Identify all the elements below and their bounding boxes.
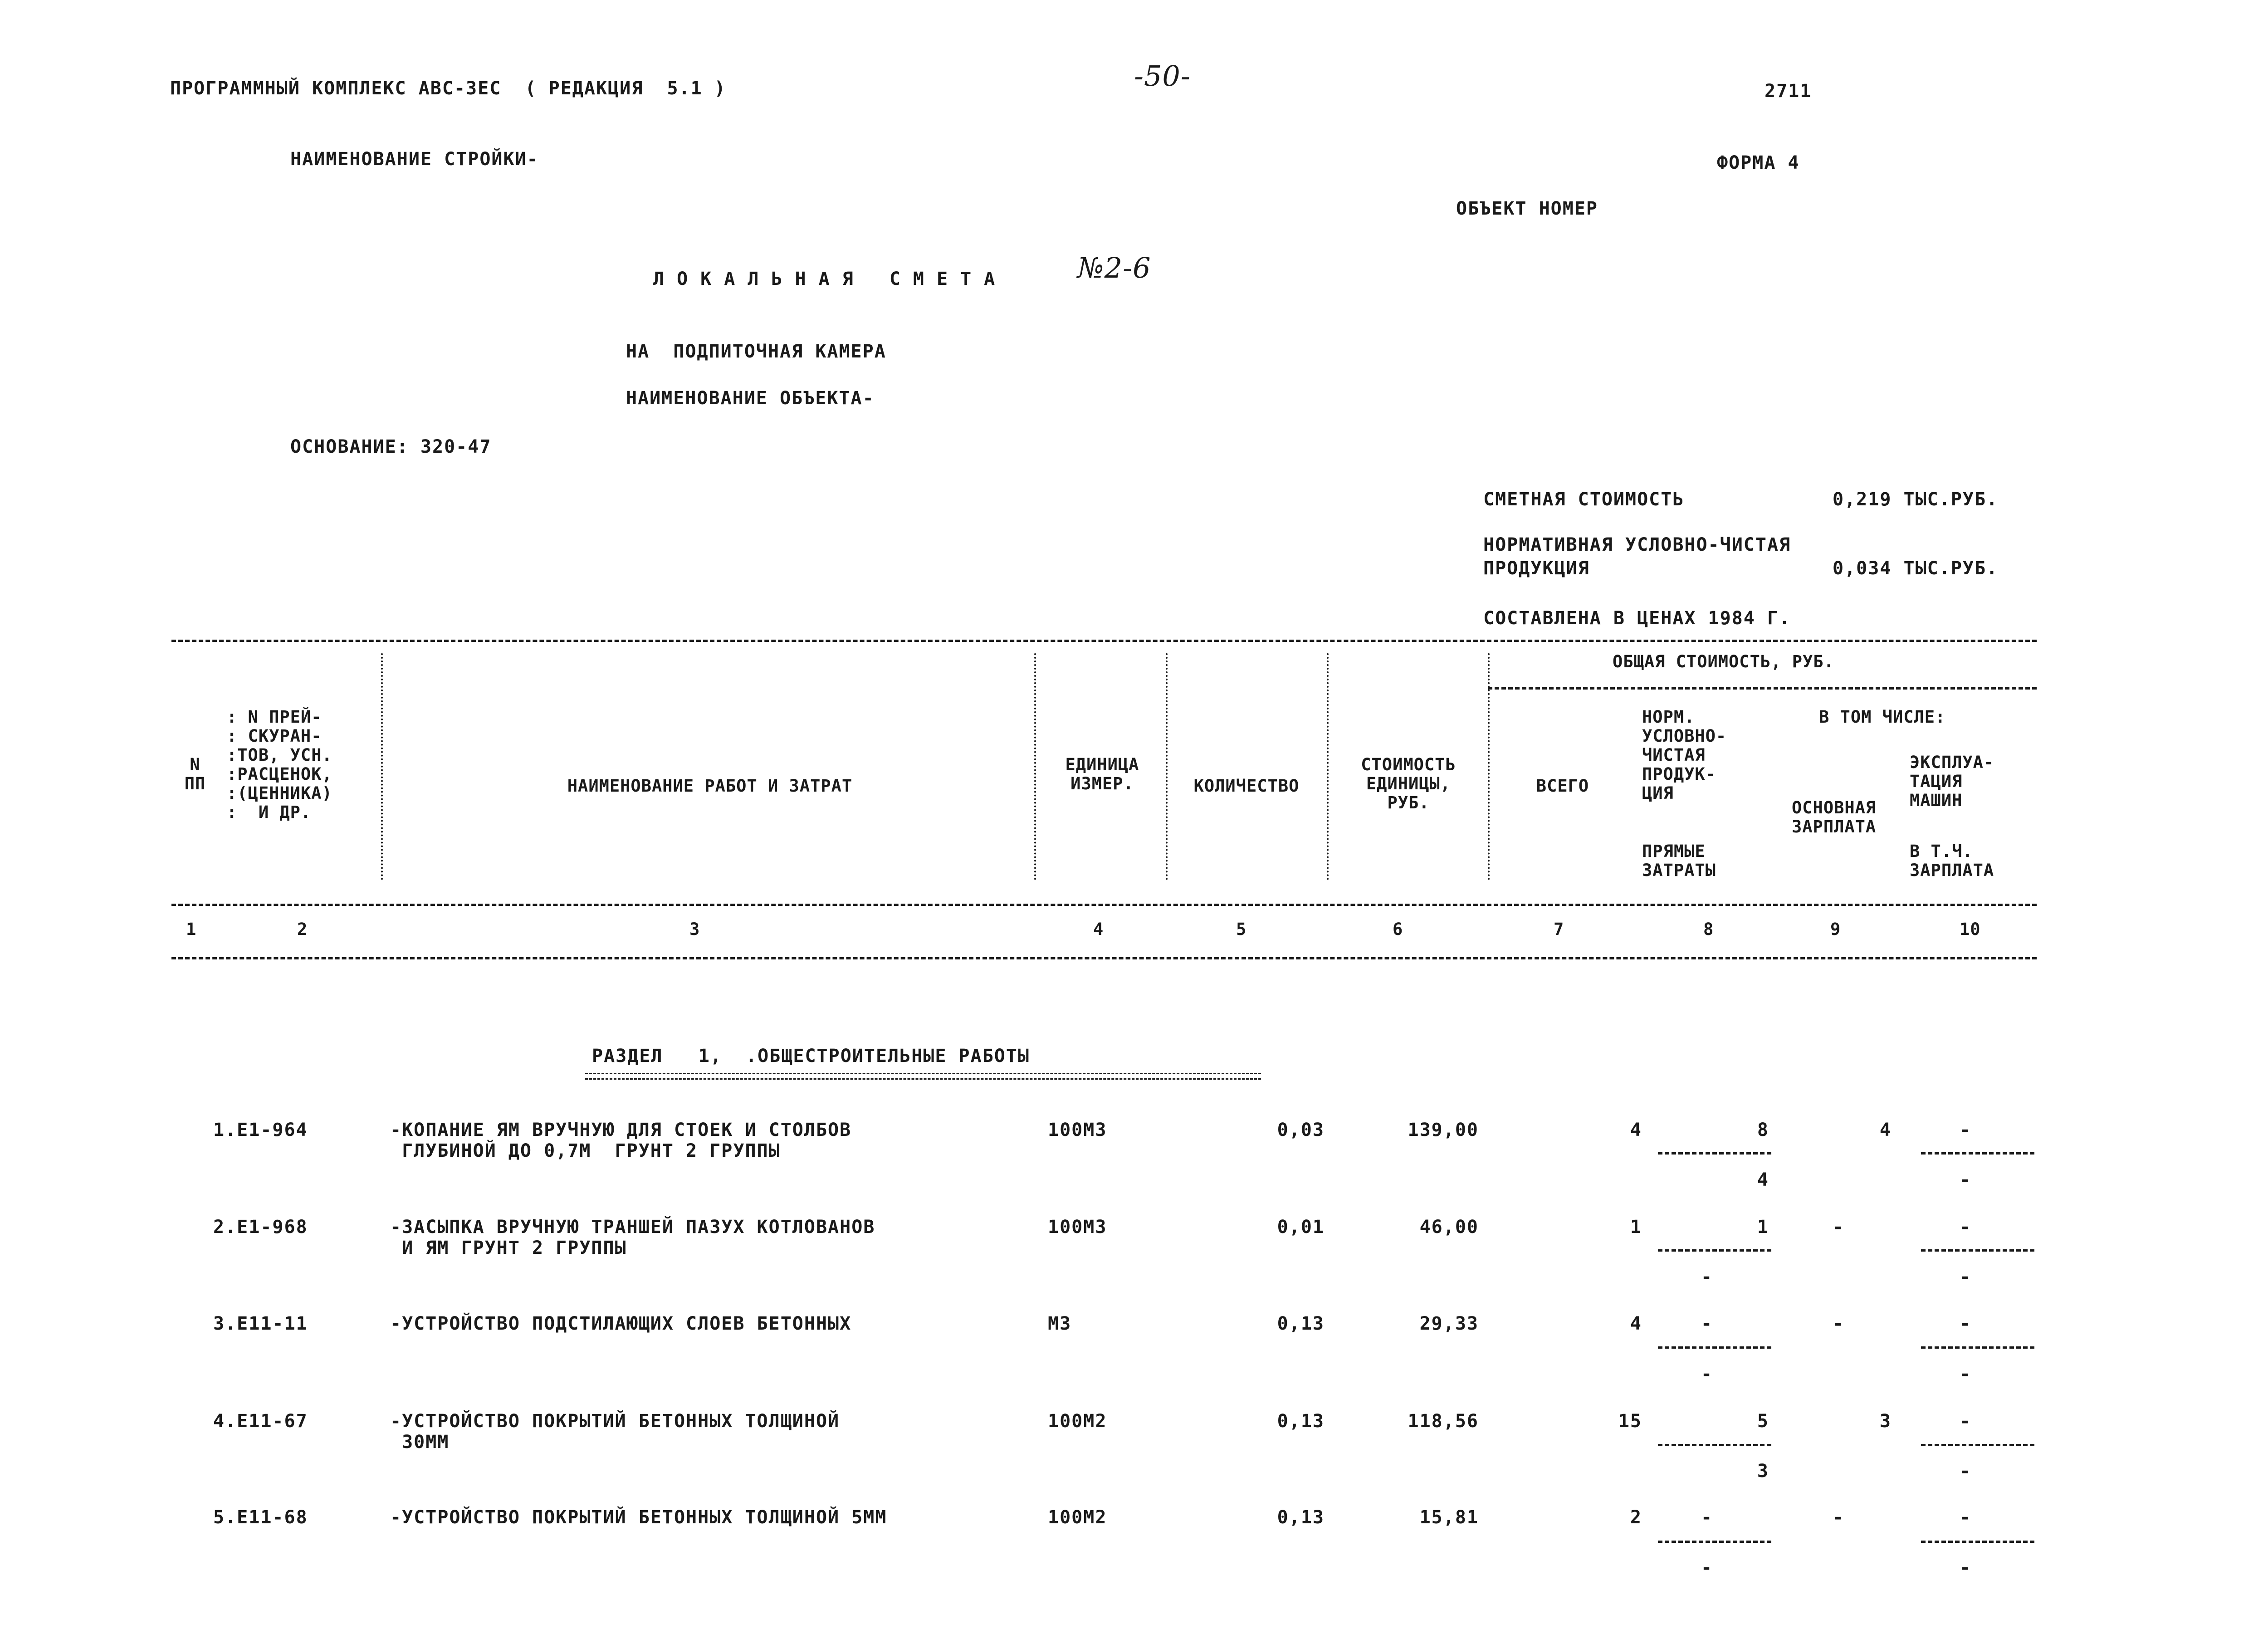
row-total: 4 xyxy=(1630,1120,1642,1140)
column-number: 10 xyxy=(1960,920,1981,939)
row-machines-salary: - xyxy=(1960,1461,1972,1482)
row-total: 15 xyxy=(1618,1411,1642,1432)
construction-name-label: НАИМЕНОВАНИЕ СТРОЙКИ- xyxy=(290,149,539,170)
row-fraction-rule xyxy=(1921,1346,2034,1349)
row-quantity: 0,13 xyxy=(1277,1507,1325,1528)
row-norm-product: 5 xyxy=(1757,1411,1769,1432)
row-work-name: -УСТРОЙСТВО ПОКРЫТИЙ БЕТОННЫХ ТОЛЩИНОЙ 30ММ xyxy=(390,1411,840,1453)
row-unit-cost: 46,00 xyxy=(1419,1217,1479,1238)
program-name: ПРОГРАММНЫЙ КОМПЛЕКС АВС-3ЕС ( РЕДАКЦИЯ 5.1 ) xyxy=(170,78,726,99)
row-code: 3.Е11-11 xyxy=(213,1313,308,1334)
table-top-rule xyxy=(171,640,2037,642)
row-norm-product: 8 xyxy=(1757,1120,1769,1140)
header-quantity: КОЛИЧЕСТВО xyxy=(1193,776,1300,796)
norm-product-label-1: НОРМАТИВНАЯ УСЛОВНО-ЧИСТАЯ xyxy=(1483,534,1791,555)
object-number-label: ОБЪЕКТ НОМЕР xyxy=(1456,198,1598,219)
column-separator xyxy=(1327,653,1329,880)
column-separator xyxy=(1166,653,1168,880)
row-base-salary: - xyxy=(1833,1507,1845,1528)
row-unit: 100М3 xyxy=(1048,1217,1107,1238)
row-norm-product: - xyxy=(1701,1507,1713,1528)
row-direct-costs: - xyxy=(1701,1364,1713,1384)
estimated-cost-value: 0,219 ТЫС.РУБ. xyxy=(1833,489,1999,510)
row-unit: М3 xyxy=(1048,1313,1072,1334)
row-unit-cost: 118,56 xyxy=(1408,1411,1479,1432)
column-number: 5 xyxy=(1236,920,1247,939)
column-separator xyxy=(1488,653,1490,880)
row-norm-product: 1 xyxy=(1757,1217,1769,1238)
header-work-name: НАИМЕНОВАНИЕ РАБОТ И ЗАТРАТ xyxy=(567,776,853,796)
row-quantity: 0,13 xyxy=(1277,1411,1325,1432)
row-fraction-rule xyxy=(1921,1541,2034,1543)
row-fraction-rule xyxy=(1658,1346,1771,1349)
row-quantity: 0,01 xyxy=(1277,1217,1325,1238)
table-header-bottom-rule xyxy=(171,957,2037,959)
estimate-title: ЛОКАЛЬНАЯ СМЕТА xyxy=(653,269,1008,289)
row-machines-salary: - xyxy=(1960,1267,1972,1287)
row-direct-costs: 4 xyxy=(1757,1169,1769,1190)
header-including: В ТОМ ЧИСЛЕ: xyxy=(1819,707,1946,727)
header-base-salary: ОСНОВНАЯ ЗАРПЛАТА xyxy=(1792,798,1877,837)
form-number: ФОРМА 4 xyxy=(1717,152,1800,173)
document-code: 2711 xyxy=(1765,81,1812,102)
row-direct-costs: - xyxy=(1701,1267,1713,1287)
column-number: 4 xyxy=(1093,920,1104,939)
column-separator xyxy=(381,653,383,880)
row-base-salary: 3 xyxy=(1879,1411,1892,1432)
row-machines: - xyxy=(1960,1120,1972,1140)
row-fraction-rule xyxy=(1658,1541,1771,1543)
prices-year-line: СОСТАВЛЕНА В ЦЕНАХ 1984 Г. xyxy=(1483,608,1791,629)
row-fraction-rule xyxy=(1921,1152,2034,1155)
row-unit: 100М2 xyxy=(1048,1411,1107,1432)
header-total-cost: ОБЩАЯ СТОИМОСТЬ, РУБ. xyxy=(1613,652,1834,671)
column-number: 7 xyxy=(1554,920,1564,939)
column-number: 6 xyxy=(1393,920,1403,939)
header-machines-salary: В Т.Ч. ЗАРПЛАТА xyxy=(1910,841,1994,880)
header-norm-product: НОРМ. УСЛОВНО- ЧИСТАЯ ПРОДУК- ЦИЯ xyxy=(1642,707,1727,803)
row-machines: - xyxy=(1960,1217,1972,1238)
row-code: 4.Е11-67 xyxy=(213,1411,308,1432)
row-machines: - xyxy=(1960,1507,1972,1528)
row-fraction-rule xyxy=(1658,1152,1771,1155)
estimate-number: №2-6 xyxy=(1077,251,1151,284)
row-machines: - xyxy=(1960,1411,1972,1432)
object-name-label: НАИМЕНОВАНИЕ ОБЪЕКТА- xyxy=(626,388,875,409)
row-fraction-rule xyxy=(1658,1249,1771,1252)
row-work-name: -УСТРОЙСТВО ПОКРЫТИЙ БЕТОННЫХ ТОЛЩИНОЙ 5ММ xyxy=(390,1507,887,1528)
row-work-name: -КОПАНИЕ ЯМ ВРУЧНУЮ ДЛЯ СТОЕК И СТОЛБОВ ГЛУБИНОЙ ДО 0,7М ГРУНТ 2 ГРУППЫ xyxy=(390,1120,852,1161)
row-unit: 100М2 xyxy=(1048,1507,1107,1528)
row-quantity: 0,13 xyxy=(1277,1313,1325,1334)
column-number: 1 xyxy=(186,920,197,939)
row-quantity: 0,03 xyxy=(1277,1120,1325,1140)
row-base-salary: - xyxy=(1833,1313,1845,1334)
row-machines-salary: - xyxy=(1960,1169,1972,1190)
row-code: 5.Е11-68 xyxy=(213,1507,308,1528)
section-title: РАЗДЕЛ 1, .ОБЩЕСТРОИТЕЛЬНЫЕ РАБОТЫ xyxy=(592,1046,1030,1067)
column-number: 9 xyxy=(1830,920,1841,939)
section-title-underline xyxy=(585,1073,1261,1080)
header-rule xyxy=(171,904,2037,906)
row-unit: 100М3 xyxy=(1048,1120,1107,1140)
column-number: 8 xyxy=(1703,920,1714,939)
row-fraction-rule xyxy=(1921,1444,2034,1446)
basis-line: ОСНОВАНИЕ: 320-47 xyxy=(290,436,492,457)
row-total: 4 xyxy=(1630,1313,1642,1334)
row-direct-costs: 3 xyxy=(1757,1461,1769,1482)
row-machines-salary: - xyxy=(1960,1364,1972,1384)
row-code: 1.Е1-964 xyxy=(213,1120,308,1140)
header-machines: ЭКСПЛУА- ТАЦИЯ МАШИН xyxy=(1910,753,1994,810)
column-number: 2 xyxy=(297,920,308,939)
column-separator xyxy=(1034,653,1036,880)
norm-product-value: 0,034 ТЫС.РУБ. xyxy=(1833,558,1999,579)
row-unit-cost: 15,81 xyxy=(1419,1507,1479,1528)
row-fraction-rule xyxy=(1921,1249,2034,1252)
header-unit-cost: СТОИМОСТЬ ЕДИНИЦЫ, РУБ. xyxy=(1361,755,1456,812)
header-total: ВСЕГО xyxy=(1536,776,1589,796)
row-machines: - xyxy=(1960,1313,1972,1334)
column-number: 3 xyxy=(689,920,700,939)
row-work-name: -УСТРОЙСТВО ПОДСТИЛАЮЩИХ СЛОЕВ БЕТОННЫХ xyxy=(390,1313,852,1334)
header-price-code: : N ПРЕЙ- : СКУРАН- :ТОВ, УСН. :РАСЦЕНОК, :(ЦЕННИКА) : И ДР. xyxy=(227,707,332,822)
object-for-line: НА ПОДПИТОЧНАЯ КАМЕРА xyxy=(626,341,886,362)
row-total: 1 xyxy=(1630,1217,1642,1238)
row-machines-salary: - xyxy=(1960,1557,1972,1578)
row-norm-product: - xyxy=(1701,1313,1713,1334)
row-fraction-rule xyxy=(1658,1444,1771,1446)
page-number: -50- xyxy=(1134,59,1191,93)
norm-product-label-2: ПРОДУКЦИЯ xyxy=(1483,558,1590,579)
row-unit-cost: 29,33 xyxy=(1419,1313,1479,1334)
row-work-name: -ЗАСЫПКА ВРУЧНУЮ ТРАНШЕЙ ПАЗУХ КОТЛОВАНОВ И ЯМ ГРУНТ 2 ГРУППЫ xyxy=(390,1217,875,1258)
row-direct-costs: - xyxy=(1701,1557,1713,1578)
header-unit: ЕДИНИЦА ИЗМЕР. xyxy=(1065,755,1139,793)
header-row-number: N ПП xyxy=(184,755,206,793)
total-cost-rule xyxy=(1488,687,2037,690)
row-total: 2 xyxy=(1630,1507,1642,1528)
row-unit-cost: 139,00 xyxy=(1408,1120,1479,1140)
row-base-salary: - xyxy=(1833,1217,1845,1238)
row-base-salary: 4 xyxy=(1879,1120,1892,1140)
row-code: 2.Е1-968 xyxy=(213,1217,308,1238)
header-direct-costs: ПРЯМЫЕ ЗАТРАТЫ xyxy=(1642,841,1716,880)
estimated-cost-label: СМЕТНАЯ СТОИМОСТЬ xyxy=(1483,489,1685,510)
